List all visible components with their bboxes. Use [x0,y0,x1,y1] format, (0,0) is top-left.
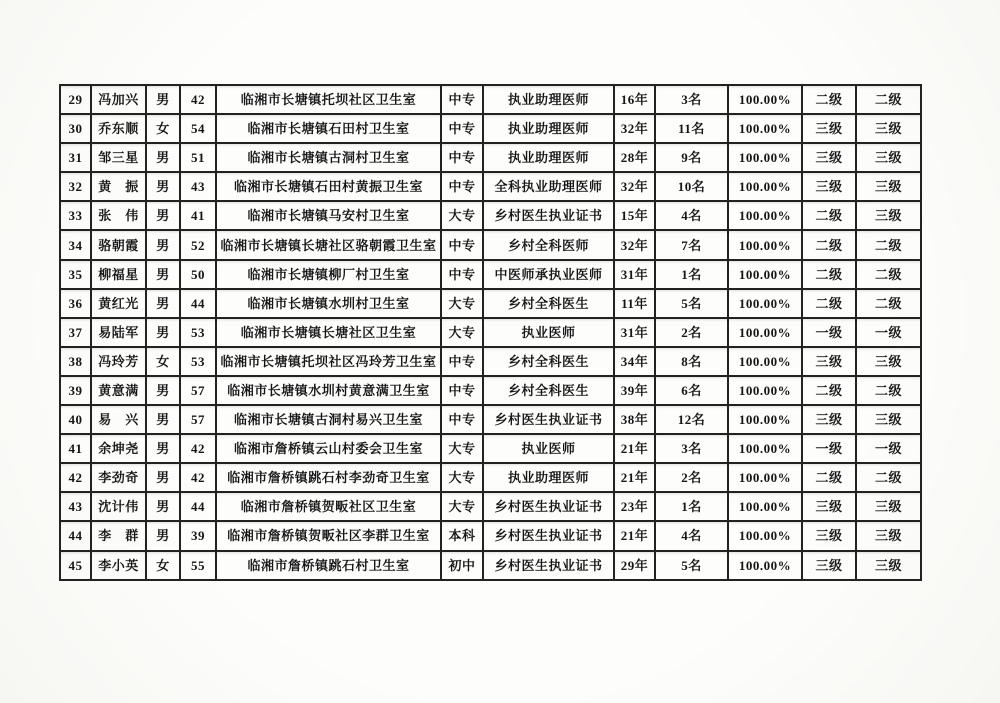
cell-gender: 女 [146,114,180,143]
cell-education: 大专 [441,492,483,521]
cell-grade-2: 三级 [856,405,921,434]
cell-credential: 乡村医生执业证书 [483,201,614,230]
cell-name: 黄红光 [91,289,146,318]
table-row [60,521,921,550]
cell-name: 黄意满 [91,376,146,405]
table-row [60,172,921,201]
cell-education: 中专 [441,405,483,434]
cell-age: 42 [180,463,216,492]
cell-name: 易陆军 [91,318,146,347]
cell-age: 42 [180,85,216,114]
cell-age: 50 [180,260,216,289]
cell-credential: 乡村全科医生 [483,376,614,405]
cell-credential: 执业医师 [483,434,614,463]
cell-pass-rate: 100.00% [728,289,802,318]
cell-education: 大专 [441,201,483,230]
cell-age: 51 [180,143,216,172]
table-row [60,434,921,463]
cell-rank: 4名 [655,201,728,230]
cell-grade-2: 二级 [856,463,921,492]
cell-age: 44 [180,289,216,318]
cell-clinic: 临湘市长塘镇石田村黄振卫生室 [216,172,441,201]
cell-clinic: 临湘市詹桥镇贺畈社区李群卫生室 [216,521,441,550]
cell-grade-1: 三级 [802,114,856,143]
cell-pass-rate: 100.00% [728,114,802,143]
cell-age: 55 [180,551,216,580]
cell-clinic: 临湘市长塘镇托坝社区卫生室 [216,85,441,114]
cell-grade-1: 三级 [802,492,856,521]
cell-age: 42 [180,434,216,463]
cell-years: 11年 [614,289,655,318]
cell-pass-rate: 100.00% [728,143,802,172]
cell-education: 大专 [441,289,483,318]
cell-gender: 男 [146,318,180,347]
cell-pass-rate: 100.00% [728,463,802,492]
cell-gender: 男 [146,201,180,230]
cell-grade-1: 三级 [802,551,856,580]
cell-gender: 女 [146,347,180,376]
cell-credential: 中医师承执业医师 [483,260,614,289]
cell-gender: 男 [146,463,180,492]
cell-pass-rate: 100.00% [728,405,802,434]
cell-gender: 男 [146,172,180,201]
cell-grade-2: 三级 [856,347,921,376]
cell-rank: 1名 [655,260,728,289]
cell-clinic: 临湘市长塘镇长塘社区卫生室 [216,318,441,347]
cell-gender: 男 [146,434,180,463]
cell-clinic: 临湘市长塘镇古洞村易兴卫生室 [216,405,441,434]
cell-credential: 执业医师 [483,318,614,347]
cell-credential: 乡村医生执业证书 [483,551,614,580]
cell-gender: 男 [146,521,180,550]
cell-credential: 乡村全科医生 [483,347,614,376]
cell-name: 余坤尧 [91,434,146,463]
cell-education: 中专 [441,143,483,172]
cell-grade-1: 三级 [802,143,856,172]
cell-grade-1: 二级 [802,376,856,405]
cell-age: 54 [180,114,216,143]
cell-years: 31年 [614,260,655,289]
cell-grade-1: 二级 [802,85,856,114]
cell-credential: 乡村医生执业证书 [483,405,614,434]
cell-education: 中专 [441,85,483,114]
cell-index: 39 [60,376,91,405]
cell-grade-2: 二级 [856,376,921,405]
cell-age: 53 [180,347,216,376]
cell-years: 28年 [614,143,655,172]
table-row [60,492,921,521]
cell-rank: 11名 [655,114,728,143]
table-row [60,201,921,230]
cell-rank: 3名 [655,434,728,463]
cell-gender: 男 [146,289,180,318]
cell-pass-rate: 100.00% [728,260,802,289]
cell-years: 39年 [614,376,655,405]
cell-years: 21年 [614,521,655,550]
cell-rank: 3名 [655,85,728,114]
table-row [60,114,921,143]
cell-credential: 乡村全科医师 [483,230,614,259]
table-row [60,318,921,347]
cell-index: 36 [60,289,91,318]
cell-name: 柳福星 [91,260,146,289]
cell-credential: 执业助理医师 [483,463,614,492]
cell-education: 中专 [441,230,483,259]
cell-grade-1: 二级 [802,463,856,492]
cell-pass-rate: 100.00% [728,230,802,259]
cell-years: 21年 [614,434,655,463]
cell-clinic: 临湘市长塘镇古洞村卫生室 [216,143,441,172]
cell-grade-1: 三级 [802,172,856,201]
cell-gender: 男 [146,260,180,289]
cell-name: 李小英 [91,551,146,580]
cell-education: 中专 [441,172,483,201]
table-row [60,551,921,580]
cell-grade-2: 三级 [856,551,921,580]
cell-grade-2: 三级 [856,114,921,143]
cell-grade-2: 二级 [856,260,921,289]
cell-grade-1: 二级 [802,260,856,289]
cell-rank: 5名 [655,289,728,318]
cell-grade-2: 三级 [856,521,921,550]
cell-education: 中专 [441,347,483,376]
cell-grade-2: 三级 [856,492,921,521]
table-row [60,260,921,289]
cell-index: 43 [60,492,91,521]
cell-credential: 执业助理医师 [483,85,614,114]
cell-rank: 4名 [655,521,728,550]
cell-index: 32 [60,172,91,201]
table-row [60,376,921,405]
cell-age: 43 [180,172,216,201]
cell-grade-2: 二级 [856,85,921,114]
cell-rank: 9名 [655,143,728,172]
cell-credential: 乡村医生执业证书 [483,492,614,521]
cell-rank: 7名 [655,230,728,259]
cell-gender: 男 [146,376,180,405]
cell-name: 乔东顺 [91,114,146,143]
cell-pass-rate: 100.00% [728,376,802,405]
cell-grade-1: 一级 [802,318,856,347]
cell-years: 31年 [614,318,655,347]
cell-clinic: 临湘市长塘镇水圳村卫生室 [216,289,441,318]
cell-education: 中专 [441,376,483,405]
cell-education: 大专 [441,463,483,492]
roster-table-body [60,85,921,580]
cell-years: 15年 [614,201,655,230]
cell-age: 44 [180,492,216,521]
cell-years: 29年 [614,551,655,580]
cell-name: 易 兴 [91,405,146,434]
cell-rank: 2名 [655,318,728,347]
cell-grade-2: 二级 [856,289,921,318]
cell-index: 33 [60,201,91,230]
cell-pass-rate: 100.00% [728,492,802,521]
cell-rank: 6名 [655,376,728,405]
cell-gender: 男 [146,492,180,521]
cell-clinic: 临湘市詹桥镇贺畈社区卫生室 [216,492,441,521]
cell-years: 23年 [614,492,655,521]
cell-gender: 男 [146,85,180,114]
cell-credential: 执业助理医师 [483,143,614,172]
cell-grade-1: 一级 [802,434,856,463]
cell-age: 57 [180,405,216,434]
cell-index: 34 [60,230,91,259]
cell-grade-2: 三级 [856,201,921,230]
cell-gender: 男 [146,405,180,434]
cell-grade-1: 三级 [802,405,856,434]
table-row [60,289,921,318]
cell-credential: 乡村全科医生 [483,289,614,318]
cell-years: 32年 [614,230,655,259]
table-row [60,347,921,376]
cell-grade-2: 二级 [856,230,921,259]
cell-name: 冯加兴 [91,85,146,114]
cell-clinic: 临湘市长塘镇石田村卫生室 [216,114,441,143]
cell-clinic: 临湘市长塘镇托坝社区冯玲芳卫生室 [216,347,441,376]
cell-index: 45 [60,551,91,580]
cell-index: 31 [60,143,91,172]
cell-education: 中专 [441,260,483,289]
table-row [60,85,921,114]
cell-clinic: 临湘市詹桥镇云山村委会卫生室 [216,434,441,463]
cell-name: 张 伟 [91,201,146,230]
cell-grade-2: 三级 [856,143,921,172]
table-row [60,143,921,172]
cell-index: 29 [60,85,91,114]
cell-gender: 男 [146,230,180,259]
cell-pass-rate: 100.00% [728,318,802,347]
cell-pass-rate: 100.00% [728,172,802,201]
cell-index: 40 [60,405,91,434]
cell-years: 38年 [614,405,655,434]
cell-index: 30 [60,114,91,143]
cell-years: 21年 [614,463,655,492]
cell-pass-rate: 100.00% [728,551,802,580]
cell-years: 32年 [614,172,655,201]
cell-name: 沈计伟 [91,492,146,521]
cell-index: 35 [60,260,91,289]
cell-index: 42 [60,463,91,492]
cell-clinic: 临湘市詹桥镇跳石村卫生室 [216,551,441,580]
cell-education: 初中 [441,551,483,580]
cell-education: 大专 [441,318,483,347]
table-row [60,463,921,492]
cell-name: 骆朝霞 [91,230,146,259]
cell-clinic: 临湘市詹桥镇跳石村李劲奇卫生室 [216,463,441,492]
cell-clinic: 临湘市长塘镇长塘社区骆朝霞卫生室 [216,230,441,259]
cell-education: 本科 [441,521,483,550]
cell-pass-rate: 100.00% [728,347,802,376]
cell-credential: 全科执业助理医师 [483,172,614,201]
cell-rank: 2名 [655,463,728,492]
cell-clinic: 临湘市长塘镇柳厂村卫生室 [216,260,441,289]
cell-rank: 10名 [655,172,728,201]
cell-grade-2: 三级 [856,172,921,201]
cell-years: 34年 [614,347,655,376]
cell-age: 39 [180,521,216,550]
cell-index: 44 [60,521,91,550]
cell-clinic: 临湘市长塘镇马安村卫生室 [216,201,441,230]
cell-pass-rate: 100.00% [728,201,802,230]
cell-education: 大专 [441,434,483,463]
cell-index: 38 [60,347,91,376]
cell-clinic: 临湘市长塘镇水圳村黄意满卫生室 [216,376,441,405]
cell-gender: 男 [146,143,180,172]
cell-grade-1: 二级 [802,230,856,259]
cell-rank: 5名 [655,551,728,580]
table-row [60,230,921,259]
village-doctor-roster-table [59,84,922,581]
cell-age: 52 [180,230,216,259]
cell-gender: 女 [146,551,180,580]
cell-name: 李劲奇 [91,463,146,492]
cell-grade-2: 一级 [856,434,921,463]
cell-years: 32年 [614,114,655,143]
cell-index: 37 [60,318,91,347]
cell-pass-rate: 100.00% [728,85,802,114]
cell-rank: 12名 [655,405,728,434]
cell-grade-2: 一级 [856,318,921,347]
cell-credential: 乡村医生执业证书 [483,521,614,550]
cell-age: 53 [180,318,216,347]
cell-rank: 1名 [655,492,728,521]
cell-education: 中专 [441,114,483,143]
cell-grade-1: 三级 [802,347,856,376]
cell-grade-1: 二级 [802,201,856,230]
cell-index: 41 [60,434,91,463]
cell-name: 李 群 [91,521,146,550]
cell-pass-rate: 100.00% [728,521,802,550]
cell-grade-1: 二级 [802,289,856,318]
cell-age: 41 [180,201,216,230]
cell-name: 邹三星 [91,143,146,172]
cell-name: 冯玲芳 [91,347,146,376]
cell-rank: 8名 [655,347,728,376]
cell-grade-1: 三级 [802,521,856,550]
cell-credential: 执业助理医师 [483,114,614,143]
cell-pass-rate: 100.00% [728,434,802,463]
cell-years: 16年 [614,85,655,114]
cell-age: 57 [180,376,216,405]
table-row [60,405,921,434]
cell-name: 黄 振 [91,172,146,201]
